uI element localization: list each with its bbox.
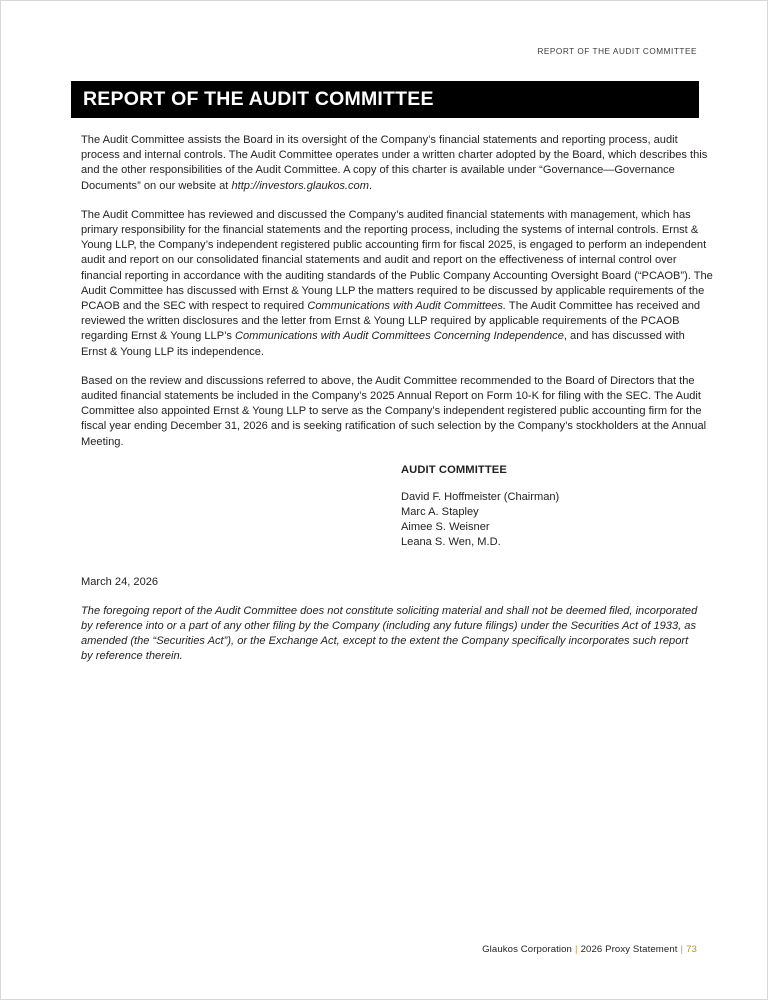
investor-website-link[interactable]: http://investors.glaukos.com	[231, 179, 369, 192]
paragraph-two-text-c: , and has discussed with Ernst & Young LLP its independence.	[81, 330, 685, 358]
footer-separator-one: |	[575, 944, 578, 955]
report-footnote: The foregoing report of the Audit Committee does not constitute soliciting material and shall not be deemed filed, incorporated by reference into or a part of any other filing by the Company (including any future filings) under the Securities Act of 1933, as amended (the “Securities Act”), or the Exchange Act, except to the extent the Company specifically incorporates such report by reference therein.	[81, 604, 698, 663]
paragraph-two-text-b: The Audit Committee has received and reviewed the written disclosures and the letter from Ernst & Young LLP required by applicable requirements of the PCAOB regarding Ernst & Young LLP’s	[81, 300, 701, 343]
footer-separator-two: |	[680, 944, 684, 955]
page-title: REPORT OF THE AUDIT COMMITTEE	[83, 88, 434, 110]
communications-standard-title: Communications with Audit Committees.	[307, 300, 507, 313]
paragraph-two	[81, 208, 713, 360]
report-date: March 24, 2026	[81, 575, 159, 588]
paragraph-three: Based on the review and discussions referred to above, the Audit Committee recommended to the Board of Directors that the audited financial statements be included in the Company’s 2025 Annual Report on Form 10-K for filing with the SEC. The Audit Committee also appointed Ernst & Young LLP to serve as the Company’s independent registered public accounting firm for the fiscal year ending December 31, 2026 and is seeking ratification of such selection by the Company’s stockholders at the Annual Meeting.	[81, 374, 707, 448]
footer-document: 2026 Proxy Statement	[580, 944, 678, 955]
page-number: 73	[686, 944, 697, 955]
independence-standard-title: Communications with Audit Committees Concerning Independence	[235, 330, 564, 343]
list-item: David F. Hoffmeister (Chairman)	[401, 490, 560, 503]
audit-committee-heading: AUDIT COMMITTEE	[401, 463, 507, 476]
page-body	[81, 133, 713, 665]
list-item: Marc A. Stapley	[401, 506, 479, 519]
list-item: Aimee S. Weisner	[401, 521, 490, 534]
running-header: REPORT OF THE AUDIT COMMITTEE	[537, 47, 697, 56]
footer-company: Glaukos Corporation	[482, 944, 572, 955]
paragraph-one	[81, 133, 713, 194]
list-item: Leana S. Wen, M.D.	[401, 536, 501, 549]
paragraph-two-text-a: The Audit Committee has reviewed and discussed the Company’s audited financial statements with management, which has primary responsibility for the financial statements and the reporting process, including the systems of internal controls. Ernst & Young LLP, the Company’s independent registered public accounting firm for fiscal 2025, is engaged to perform an independent audit and report on our consolidated financial statements and audit and report on the effectiveness of internal control over financial reporting in accordance with the auditing standards of the Public Company Accounting Oversight Board (“PCAOB”). The Audit Committee has discussed with Ernst & Young LLP the matters required to be discussed by applicable requirements of the PCAOB and the SEC with respect to required	[81, 208, 713, 313]
audit-committee-signature-block	[401, 464, 713, 551]
page-footer	[482, 944, 697, 955]
section-title-bar	[71, 81, 699, 118]
paragraph-one-text-a: The Audit Committee assists the Board in its oversight of the Company’s financial statements and reporting process, audit process and internal controls. The Audit Committee operates under a written charter adopted by the Board, which describes this and the other responsibilities of the Audit Committee. A copy of this charter is available under “Governance—Governance Documents” on our website at	[81, 134, 708, 192]
paragraph-one-text-b: .	[368, 179, 373, 192]
